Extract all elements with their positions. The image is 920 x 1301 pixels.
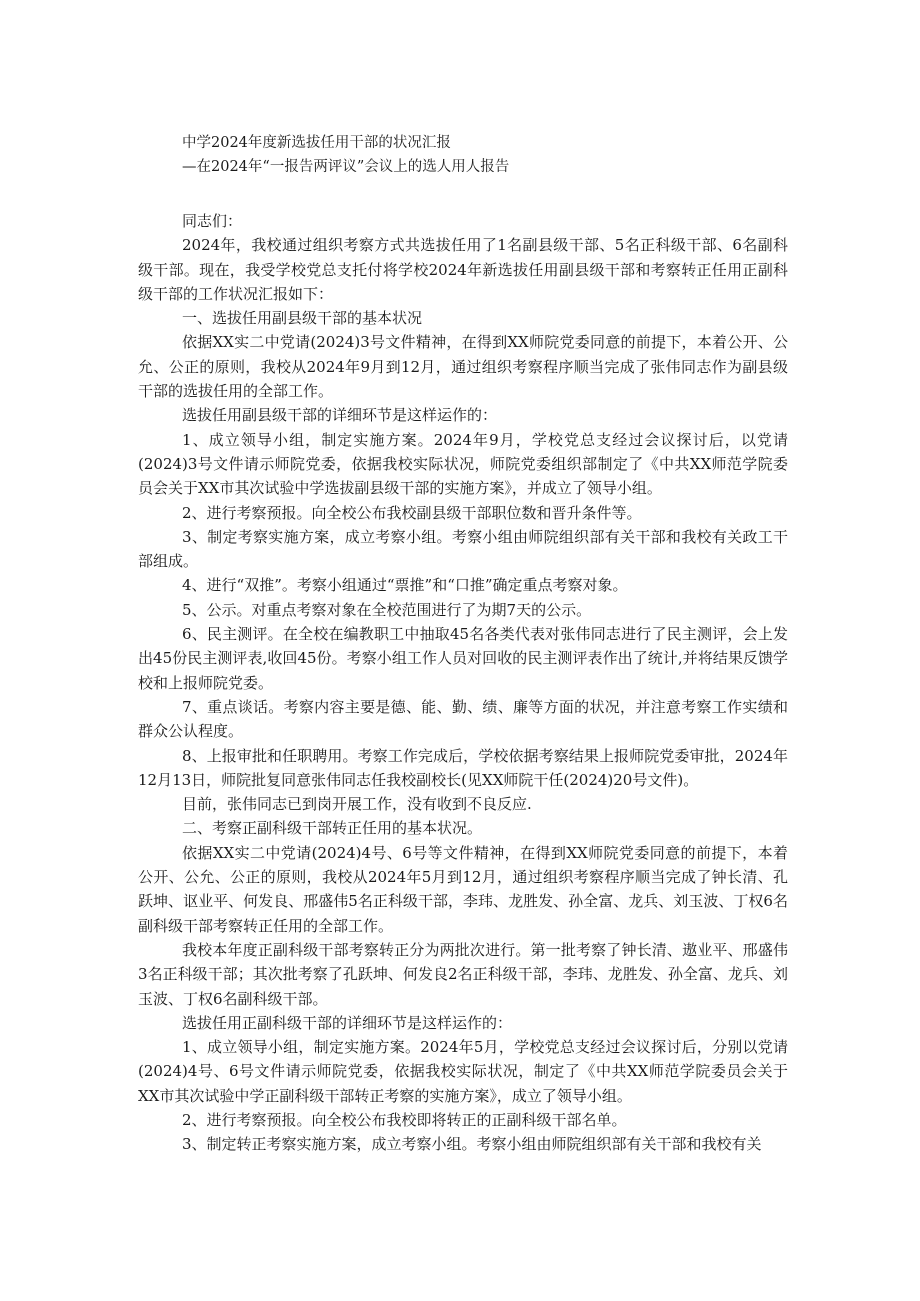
document-title: 中学2024年度新选拔任用干部的状况汇报 bbox=[182, 135, 451, 151]
paragraph: 选拔任用正副科级干部的详细环节是这样运作的： bbox=[182, 1013, 513, 1032]
list-item: 1、成立领导小组，制定实施方案。2024年5月，学校党总支经过会议探讨后，分别以党请(2024)4号、6号文件请示师院党委，依据我校实际状况，制定了《中共XX师范学院委员会关于XX市其次试验中学正副科级干部转正考察的实施方案》，成立了领导小组。 bbox=[138, 1038, 788, 1105]
paragraph: 选拔任用副县级干部的详细环节是这样运作的： bbox=[182, 406, 498, 425]
list-item: 2、进行考察预报。向全校公布我校副县级干部职位数和晋升条件等。 bbox=[182, 503, 642, 522]
document-subtitle: —在2024年“一报告两评议”会议上的选人用人报告 bbox=[182, 159, 510, 175]
paragraph: 2024年，我校通过组织考察方式共选拔任用了1名副县级干部、5名正科级干部、6名副科级干部。现在，我受学校党总支托付将学校2024年新选拔任用副县级干部和考察转正任用正副科级干部的工作状况汇报如下： bbox=[138, 236, 788, 303]
list-item: 8、上报审批和任职聘用。考察工作完成后，学校依据考察结果上报师院党委审批，2024年12月13日，师院批复同意张伟同志任我校副校长(见XX师院干任(2024)20号文件)。 bbox=[138, 746, 788, 789]
salutation: 同志们： bbox=[182, 212, 243, 230]
section-heading: 一、选拔任用副县级干部的基本状况 bbox=[182, 309, 423, 328]
paragraph: 依据XX实二中党请(2024)3号文件精神，在得到XX师院党委同意的前提下，本着公开、公允、公正的原则，我校从2024年9月到12月，通过组织考察程序顺当完成了张伟同志作为副县级干部的选拔任用的全部工作。 bbox=[138, 333, 788, 401]
list-item: 5、公示。对重点考察对象在全校范围进行了为期7天的公示。 bbox=[182, 600, 592, 619]
list-item: 3、制定考察实施方案，成立考察小组。考察小组由师院组织部有关干部和我校有关政工干部组成。 bbox=[138, 527, 788, 571]
list-item: 3、制定转正考察实施方案，成立考察小组。考察小组由师院组织部有关干部和我校有关 bbox=[182, 1135, 762, 1154]
list-item: 7、重点谈话。考察内容主要是德、能、勤、绩、廉等方面的状况，并注意考察工作实绩和群众公认程度。 bbox=[138, 697, 788, 741]
paragraph: 我校本年度正副科级干部考察转正分为两批次进行。第一批考察了钟长清、遨业平、邢盛伟3名正科级干部；其次批考察了孔跃坤、何发良2名正科级干部，李玮、龙胜发、孙全富、龙兵、刘玉波、丁权6名副科级干部。 bbox=[138, 940, 788, 1008]
paragraph: 目前，张伟同志已到岗开展工作，没有收到不良反应. bbox=[182, 795, 532, 814]
document-body bbox=[138, 131, 788, 1157]
list-item: 4、进行“双推”。考察小组通过“票推”和“口推”确定重点考察对象。 bbox=[182, 576, 628, 595]
list-item: 2、进行考察预报。向全校公布我校即将转正的正副科级干部名单。 bbox=[182, 1110, 627, 1129]
list-item: 1、成立领导小组，制定实施方案。2024年9月，学校党总支经过会议探讨后，以党请(2024)3号文件请示师院党委，依据我校实际状况，师院党委组织部制定了《中共XX师范学院委员会关于XX市其次试验中学选拔副县级干部的实施方案》，并成立了领导小组。 bbox=[138, 430, 788, 498]
paragraph: 依据XX实二中党请(2024)4号、6号等文件精神，在得到XX师院党委同意的前提下，本着公开、公允、公正的原则，我校从2024年5月到12月，通过组织考察程序顺当完成了钟长清、孔跃坤、讴业平、何发良、邢盛伟5名正科级干部，李玮、龙胜发、孙全富、龙兵、刘玉波、丁权6名副科级干部考察转正任用的全部工作。 bbox=[138, 843, 788, 935]
list-item: 6、民主测评。在全校在编教职工中抽取45名各类代表对张伟同志进行了民主测评，会上发出45份民主测评表,收回45份。考察小组工作人员对回收的民主测评表作出了统计,并将结果反馈学校和上报师院党委。 bbox=[138, 625, 788, 692]
section-heading: 二、考察正副科级干部转正任用的基本状况。 bbox=[182, 819, 483, 838]
